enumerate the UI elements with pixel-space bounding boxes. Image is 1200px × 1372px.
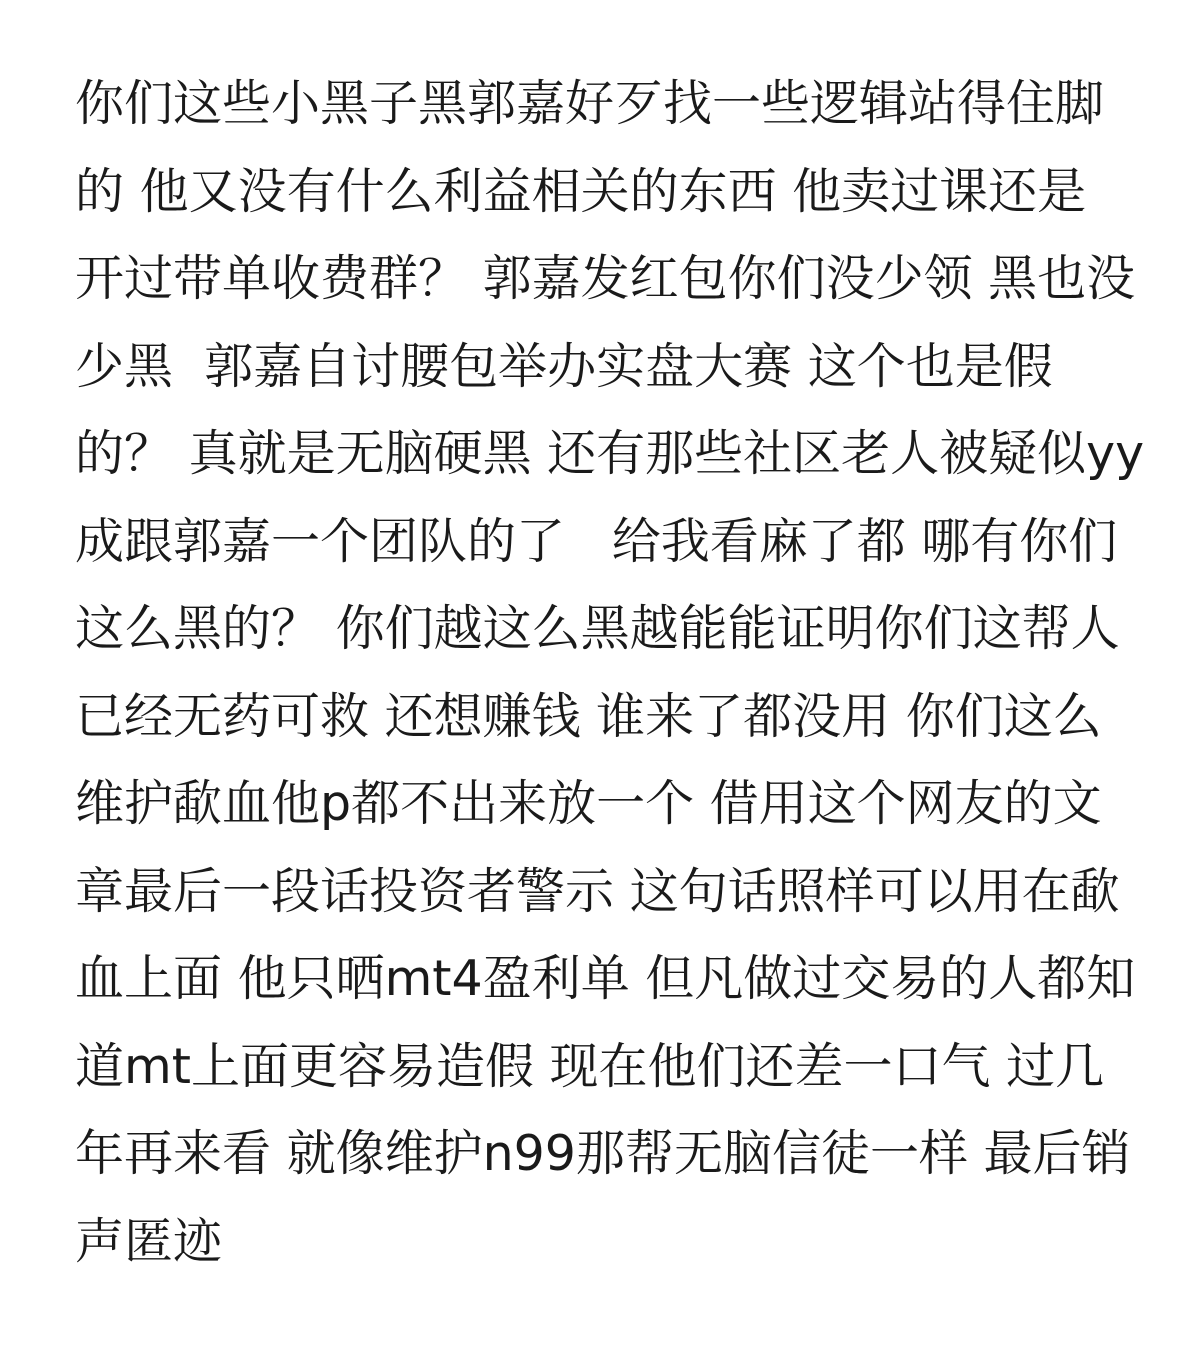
text-line: 这么黑的？ 你们越这么黑越能能证明你们这帮人 bbox=[75, 600, 1120, 657]
post-text bbox=[75, 60, 1185, 1285]
text-line: 少黑 郭嘉自讨腰包举办实盘大赛 这个也是假 bbox=[75, 337, 1053, 395]
text-line: 血上面 他只晒mt4盈利单 但凡做过交易的人都知 bbox=[75, 950, 1136, 1007]
text-line: 成跟郭嘉一个团队的了 给我看麻了都 哪有你们 bbox=[75, 512, 1118, 570]
text-line: 你们这些小黑子黑郭嘉好歹找一些逻辑站得住脚 bbox=[75, 75, 1105, 132]
text-line: 年再来看 就像维护n99那帮无脑信徒一样 最后销 bbox=[75, 1125, 1131, 1182]
text-line: 的 他又没有什么利益相关的东西 他卖过课还是 bbox=[75, 162, 1087, 220]
text-line: 维护歃血他p都不出来放一个 借用这个网友的文 bbox=[75, 775, 1102, 832]
text-line: 声匿迹 bbox=[75, 1212, 223, 1270]
text-line: 开过带单收费群？ 郭嘉发红包你们没少领 黑也没 bbox=[75, 250, 1136, 307]
text-line: 的？ 真就是无脑硬黑 还有那些社区老人被疑似yy bbox=[75, 425, 1145, 482]
text-line: 已经无药可救 还想赚钱 谁来了都没用 你们这么 bbox=[75, 687, 1102, 745]
text-line: 章最后一段话投资者警示 这句话照样可以用在歃 bbox=[75, 862, 1120, 920]
text-line: 道mt上面更容易造假 现在他们还差一口气 过几 bbox=[75, 1037, 1105, 1095]
